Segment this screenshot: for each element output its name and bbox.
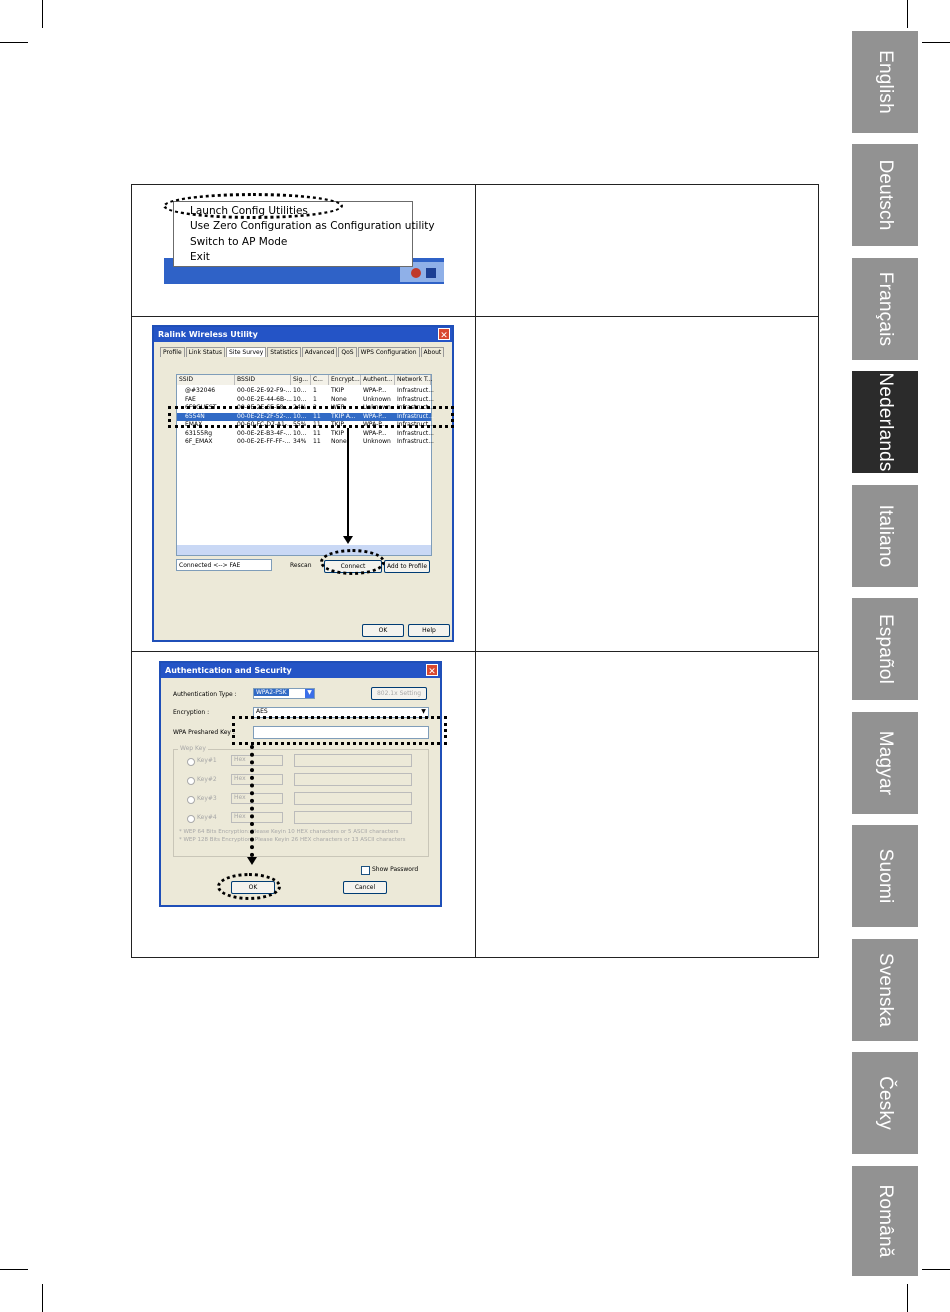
column-header[interactable]: Encrypt... xyxy=(331,376,360,383)
table-cell: 00-0E-2E-6E-F8-... xyxy=(237,404,292,411)
table-row[interactable] xyxy=(177,387,434,396)
table-cell: 6F_EMAX xyxy=(185,438,213,445)
crop-mark xyxy=(0,42,28,43)
language-tab-active[interactable] xyxy=(852,371,918,477)
dialog-title: Authentication and Security xyxy=(161,663,440,678)
table-cell: 34% xyxy=(293,438,307,445)
table-row[interactable] xyxy=(177,438,434,447)
table-divider xyxy=(131,316,819,317)
table-cell: 6F9GUEST xyxy=(185,404,217,411)
ok-button[interactable]: OK xyxy=(231,881,275,894)
tab-wps[interactable]: WPS Configuration xyxy=(358,347,420,357)
crop-mark xyxy=(922,1269,950,1270)
auth-type-select[interactable] xyxy=(253,688,315,699)
connection-status: Connected <--> FAE xyxy=(176,559,272,571)
language-label: Nederlands xyxy=(875,372,896,472)
table-cell: Unknown xyxy=(363,404,391,411)
connect-button[interactable]: Connect xyxy=(324,560,382,573)
table-row[interactable] xyxy=(177,429,434,439)
encryption-value: AES xyxy=(256,708,268,715)
table-cell: EMAX xyxy=(185,421,203,428)
table-divider xyxy=(475,184,476,958)
table-cell: 00-60-FC-D7-A1-... xyxy=(237,421,293,428)
table-cell: 10... xyxy=(293,412,307,420)
window-title: Ralink Wireless Utility xyxy=(154,327,452,342)
table-cell: 11 xyxy=(313,412,321,420)
menu-item-ap-mode[interactable]: Switch to AP Mode xyxy=(190,236,288,248)
table-cell: WPA-P... xyxy=(363,387,387,394)
table-cell: TKIP xyxy=(331,429,344,437)
language-tab[interactable] xyxy=(852,31,918,137)
table-cell: 1 xyxy=(313,395,317,403)
tab-statistics[interactable]: Statistics xyxy=(267,347,300,357)
table-cell: 24% xyxy=(293,404,307,411)
crop-mark xyxy=(907,0,908,28)
tab-link-status[interactable]: Link Status xyxy=(186,347,225,357)
language-label: Română xyxy=(875,1184,896,1258)
table-cell: 10... xyxy=(293,395,307,403)
table-cell: 10... xyxy=(293,387,307,394)
tab-profile[interactable]: Profile xyxy=(160,347,185,357)
horizontal-scrollbar[interactable] xyxy=(177,545,431,555)
table-cell: TKIP A... xyxy=(331,412,356,420)
chevron-down-icon[interactable]: ▼ xyxy=(305,689,314,698)
table-cell: Unknown xyxy=(363,438,391,445)
arrow-line xyxy=(250,745,254,857)
table-cell: 55% xyxy=(293,421,307,428)
tab-site-survey[interactable]: Site Survey xyxy=(226,347,266,357)
help-button[interactable]: Help xyxy=(408,624,450,637)
language-label: Deutsch xyxy=(875,159,896,231)
table-cell: Infrastruct... xyxy=(397,395,434,403)
language-label: English xyxy=(875,50,896,114)
table-cell: 00-0E-2E-2F-52-... xyxy=(237,412,292,420)
table-cell: Infrastruct... xyxy=(397,429,434,437)
highlight-oval xyxy=(217,873,281,900)
key-label: Key#2 xyxy=(197,776,217,783)
table-cell: WPA-P... xyxy=(363,429,387,437)
table-cell: TKIP xyxy=(331,421,344,428)
language-label: Español xyxy=(875,613,896,685)
menu-item-zero-config[interactable]: Use Zero Configuration as Configuration utility xyxy=(190,220,435,232)
language-tab[interactable] xyxy=(852,144,918,250)
table-cell: 6554N xyxy=(185,412,205,420)
encryption-label: Encryption : xyxy=(173,709,210,716)
language-tab[interactable] xyxy=(852,1166,918,1280)
column-header[interactable]: SSID xyxy=(177,375,235,385)
language-label: Italiano xyxy=(875,504,896,568)
table-cell: Unknown xyxy=(363,395,391,403)
add-to-profile-button[interactable]: Add to Profile xyxy=(384,560,430,573)
table-cell: WPA-P... xyxy=(363,421,387,428)
key-input[interactable] xyxy=(294,754,412,767)
language-tab[interactable] xyxy=(852,825,918,931)
table-cell: 1 xyxy=(313,387,317,394)
menu-item-exit[interactable]: Exit xyxy=(190,251,210,263)
ok-button[interactable]: OK xyxy=(362,624,404,637)
language-label: Svenska xyxy=(875,952,896,1028)
chevron-down-icon[interactable]: ▼ xyxy=(421,708,426,715)
table-cell: 00-0E-2E-FF-FF-... xyxy=(237,438,291,445)
table-row[interactable] xyxy=(177,395,434,405)
table-cell: 11 xyxy=(313,438,321,445)
key-radio[interactable] xyxy=(187,815,195,823)
preshared-key-label: WPA Preshared Key : xyxy=(173,729,235,736)
network-list xyxy=(176,374,432,556)
crop-mark xyxy=(922,42,950,43)
table-cell: None xyxy=(331,438,347,445)
auth-type-value: WPA2-PSK xyxy=(256,689,287,696)
language-tab[interactable] xyxy=(852,485,918,591)
column-header[interactable]: C... xyxy=(311,375,329,385)
language-tab[interactable] xyxy=(852,712,918,818)
table-cell: 63155Rg xyxy=(185,429,213,437)
show-password-checkbox[interactable] xyxy=(361,866,370,875)
key-format-select[interactable]: Hex xyxy=(231,774,283,785)
language-label: Français xyxy=(875,271,896,347)
table-cell: Infrastruct... xyxy=(397,404,434,411)
table-cell: Infrastruct... xyxy=(397,421,434,428)
table-cell: Infrastruct... xyxy=(397,412,434,420)
rescan-button[interactable]: Rescan xyxy=(290,562,312,569)
tab-about[interactable]: About xyxy=(421,347,445,357)
key-format-select[interactable]: Hex xyxy=(231,812,283,823)
auth-security-dialog xyxy=(159,661,442,907)
wep-note-128: * WEP 128 Bits Encryption: Please Keyin 26 HEX characters or 13 ASCII characters xyxy=(179,837,406,843)
table-cell: 11 xyxy=(313,421,321,428)
auth-type-label: Authentication Type : xyxy=(173,691,237,698)
table-cell: TKIP xyxy=(331,387,344,394)
table-cell: WPA-P... xyxy=(363,412,387,420)
wep-key-group-label: Wep Key xyxy=(180,745,206,752)
language-tab[interactable] xyxy=(852,1052,918,1158)
show-password-label: Show Password xyxy=(372,866,419,873)
table-cell: 10... xyxy=(293,429,307,437)
crop-mark xyxy=(907,1284,908,1312)
cancel-button[interactable]: Cancel xyxy=(343,881,387,894)
crop-mark xyxy=(42,1284,43,1312)
language-label: Česky xyxy=(875,1076,896,1130)
arrow-line xyxy=(347,428,349,538)
table-divider xyxy=(131,651,819,652)
language-tab[interactable] xyxy=(852,258,918,364)
tab-bar xyxy=(160,347,445,357)
table-cell: Infrastruct... xyxy=(397,387,434,394)
column-header[interactable]: Sig... xyxy=(291,375,311,385)
table-cell: FAE xyxy=(185,395,196,403)
wep-note-64: * WEP 64 Bits Encryption: Please Keyin 10 HEX characters or 5 ASCII characters xyxy=(179,829,399,835)
language-tab[interactable] xyxy=(852,598,918,704)
tab-advanced[interactable]: Advanced xyxy=(302,347,338,357)
key-input[interactable] xyxy=(294,773,412,786)
tab-qos[interactable]: QoS xyxy=(338,347,356,357)
crop-mark xyxy=(0,1269,28,1270)
key-radio[interactable] xyxy=(187,777,195,785)
language-label: Suomi xyxy=(875,848,896,904)
highlight-box xyxy=(168,406,454,428)
key-radio[interactable] xyxy=(187,758,195,766)
key-radio[interactable] xyxy=(187,796,195,804)
table-cell: 00-0E-2E-92-F9-... xyxy=(237,387,292,394)
close-icon[interactable]: ✕ xyxy=(438,328,450,340)
key-format-select[interactable]: Hex xyxy=(231,793,283,804)
highlight-oval xyxy=(320,549,385,575)
key-format-select[interactable]: Hex xyxy=(231,755,283,766)
key-input[interactable] xyxy=(294,811,412,824)
key-label: Key#1 xyxy=(197,757,217,764)
key-input[interactable] xyxy=(294,792,412,805)
menu-item-launch-config[interactable]: Launch Config Utilities xyxy=(190,205,308,217)
table-cell: 00-0E-2E-B3-4F-... xyxy=(237,429,292,437)
table-cell: @#32046 xyxy=(185,387,216,394)
language-label: Magyar xyxy=(875,730,896,796)
language-tab[interactable] xyxy=(852,939,918,1045)
column-header[interactable]: BSSID xyxy=(235,375,291,385)
key-label: Key#3 xyxy=(197,795,217,802)
table-cell: 2 xyxy=(313,404,317,411)
column-header[interactable]: Network T... xyxy=(397,376,433,383)
highlight-oval xyxy=(163,193,343,219)
arrowhead xyxy=(343,536,353,544)
table-cell: WEP xyxy=(331,404,345,411)
crop-mark xyxy=(42,0,43,28)
column-header[interactable]: Authent... xyxy=(361,375,395,385)
table-cell: Infrastruct... xyxy=(397,438,434,445)
table-cell: 11 xyxy=(313,429,321,437)
ralink-utility-window xyxy=(152,325,454,642)
highlight-box xyxy=(232,716,447,745)
language-tabs xyxy=(852,31,918,1280)
key-label: Key#4 xyxy=(197,814,217,821)
8021x-setting-button[interactable]: 802.1x Setting xyxy=(371,687,427,700)
arrowhead xyxy=(247,857,257,865)
close-icon[interactable]: ✕ xyxy=(426,664,438,676)
table-cell: 00-0E-2E-44-6B-... xyxy=(237,395,292,403)
table-cell: None xyxy=(331,395,347,403)
